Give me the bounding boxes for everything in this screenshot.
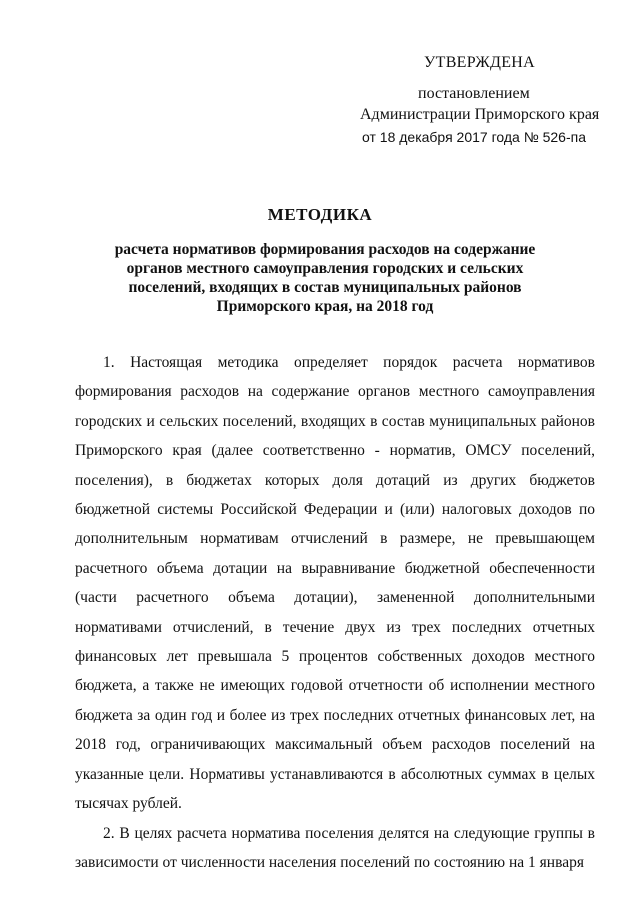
document-body: [75, 348, 595, 877]
document-title: МЕТОДИКА: [267, 205, 373, 224]
approval-line-resolution: постановлением: [418, 85, 530, 102]
paragraph-1: 1. Настоящая методика определяет порядок расчета нормативов формирования расходов на содержание органов местного самоуправления городских и сельских поселений, входящих в состав муниципальных районов Приморского края (далее соответственно - норматив, ОМСУ поселений, поселения), в бюджетах которых доля дотаций из других бюджетов бюджетной системы Российской Федерации и (или) налоговых доходов по дополнительным нормативам отчислений в размере, не превышающем расчетного объема дотации на выравнивание бюджетной обеспеченности (части расчетного объема дотации), замененной дополнительными нормативами отчислений, в течение двух из трех последних отчетных финансовых лет превышала 5 процентов собственных доходов местного бюджета, а также не имеющих годовой отчетности об исполнении местного бюджета за один год и более из трех последних отчетных финансовых лет, на 2018 год, ограничивающих максимальный объем расходов поселений на указанные цели. Нормативы устанавливаются в абсолютных суммах в целых тысячах рублей.: [75, 354, 595, 813]
approval-title: УТВЕРЖДЕНА: [424, 54, 536, 71]
approval-line-administration: Администрации Приморского края: [360, 106, 600, 123]
document-subtitle: расчета нормативов формирования расходов на содержание органов местного самоуправления городских и сельских поселений, входящих в состав муниципальных районов Приморского края, на 2018 год: [114, 241, 536, 315]
paragraph-2: 2. В целях расчета норматива поселения делятся на следующие группы в зависимости от численности населения поселений по состоянию на 1 января: [75, 824, 595, 871]
approval-line-date-number: от 18 декабря 2017 года № 526-па: [362, 129, 586, 145]
approval-stamp: [360, 52, 600, 148]
